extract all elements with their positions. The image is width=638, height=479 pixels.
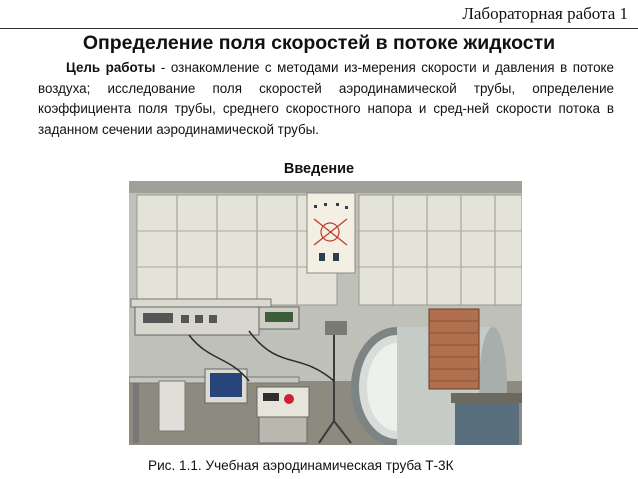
purpose-paragraph bbox=[38, 58, 614, 140]
header-rule bbox=[0, 28, 638, 29]
purpose-label: Цель работы bbox=[66, 60, 156, 75]
figure-caption: Рис. 1.1. Учебная аэродинамическая труба Т-3К bbox=[148, 458, 454, 473]
wind-tunnel-photo bbox=[129, 181, 522, 445]
running-header bbox=[462, 4, 628, 24]
page-title: Определение поля скоростей в потоке жидкости bbox=[82, 32, 556, 54]
header-text: Лабораторная работа 1 bbox=[462, 4, 628, 23]
purpose-text: - ознакомление с методами из-мерения скорости и давления в потоке воздуха; исследование поля скоростей аэродинамической трубы, определение коэффициента поля трубы, среднего скоростного напора и сред-ней скорости потока в заданном сечении аэродинамической трубы. bbox=[38, 60, 614, 137]
section-heading: Введение bbox=[283, 161, 355, 177]
